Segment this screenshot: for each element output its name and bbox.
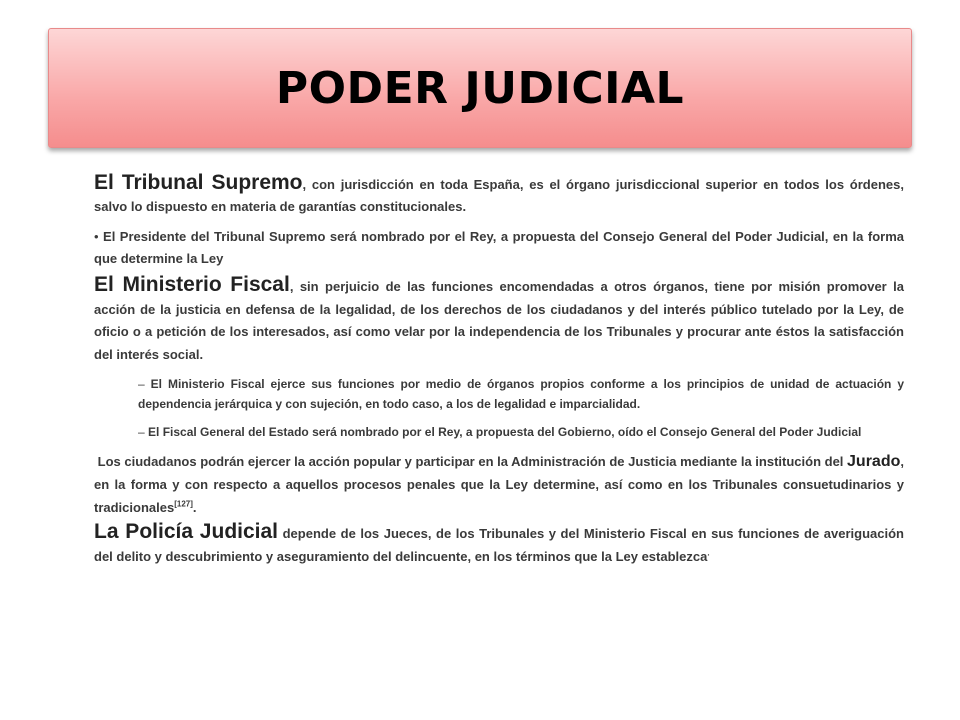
paragraph-presidente [94,226,904,270]
text-policia-judicial: depende de los Jueces, de los Tribunales y del Ministerio Fiscal en sus funciones de averiguación del delito y descubrimiento y aseguramiento del delincuente, en los términos que la Ley establezca [94,526,904,564]
title-banner [48,28,912,148]
reference-mark: [127] [174,499,193,509]
content-body [94,172,904,568]
heading-tribunal-supremo: El Tribunal Supremo [94,171,303,194]
paragraph-ministerio-fiscal [94,274,904,366]
dash-icon: – [138,377,145,391]
page-title: PODER JUDICIAL [275,62,685,114]
subitem-fiscal-general [138,422,904,442]
text-jurado-post: , en la forma y con respecto a aquellos procesos penales que la Ley determine, así como en los Tribunales consuetudinarios y tradicionales [94,454,904,515]
paragraph-tribunal-supremo [94,172,904,218]
dash-icon: – [138,425,145,439]
heading-policia-judicial: La Policía Judicial [94,520,279,543]
text-jurado-end: . [192,500,197,515]
text-ministerio-fiscal: , sin perjuicio de las funciones encomendadas a otros órganos, tiene por misión promover la acción de la justicia en defensa de la legalidad, de los derechos de los ciudadanos y del interés público tutelado por la Ley, de oficio o a petición de los interesados, así como velar por la independencia de los Tribunales y procurar ante éstos la satisfacción del interés social. [94,279,904,362]
heading-ministerio-fiscal: El Ministerio Fiscal [94,273,290,296]
paragraph-policia-judicial [94,521,904,568]
text-organos-propios: El Ministerio Fiscal ejerce sus funciones por medio de órganos propios conforme a los principios de unidad de actuación y dependencia jerárquica y con sujeción, en todo caso, a los de legalidad e imparcialidad. [138,377,904,411]
highlight-jurado: Jurado [847,453,901,470]
text-presidente: El Presidente del Tribunal Supremo será nombrado por el Rey, a propuesta del Consejo General del Poder Judicial, en la forma que determine la Ley [94,229,904,266]
text-fiscal-general: El Fiscal General del Estado será nombrado por el Rey, a propuesta del Gobierno, oído el Consejo General del Poder Judicial [148,425,862,439]
text-jurado-pre: Los ciudadanos podrán ejercer la acción popular y participar en la Administración de Justicia mediante la institución del [97,454,848,469]
text-policia-end: . [707,548,710,558]
subitem-organos-propios [138,374,904,414]
text-tribunal-supremo: , con jurisdicción en toda España, es el órgano jurisdiccional superior en todos los órdenes, salvo lo dispuesto en materia de garantías constitucionales. [94,177,904,214]
paragraph-jurado [94,450,904,519]
bullet-icon: • [94,229,99,244]
